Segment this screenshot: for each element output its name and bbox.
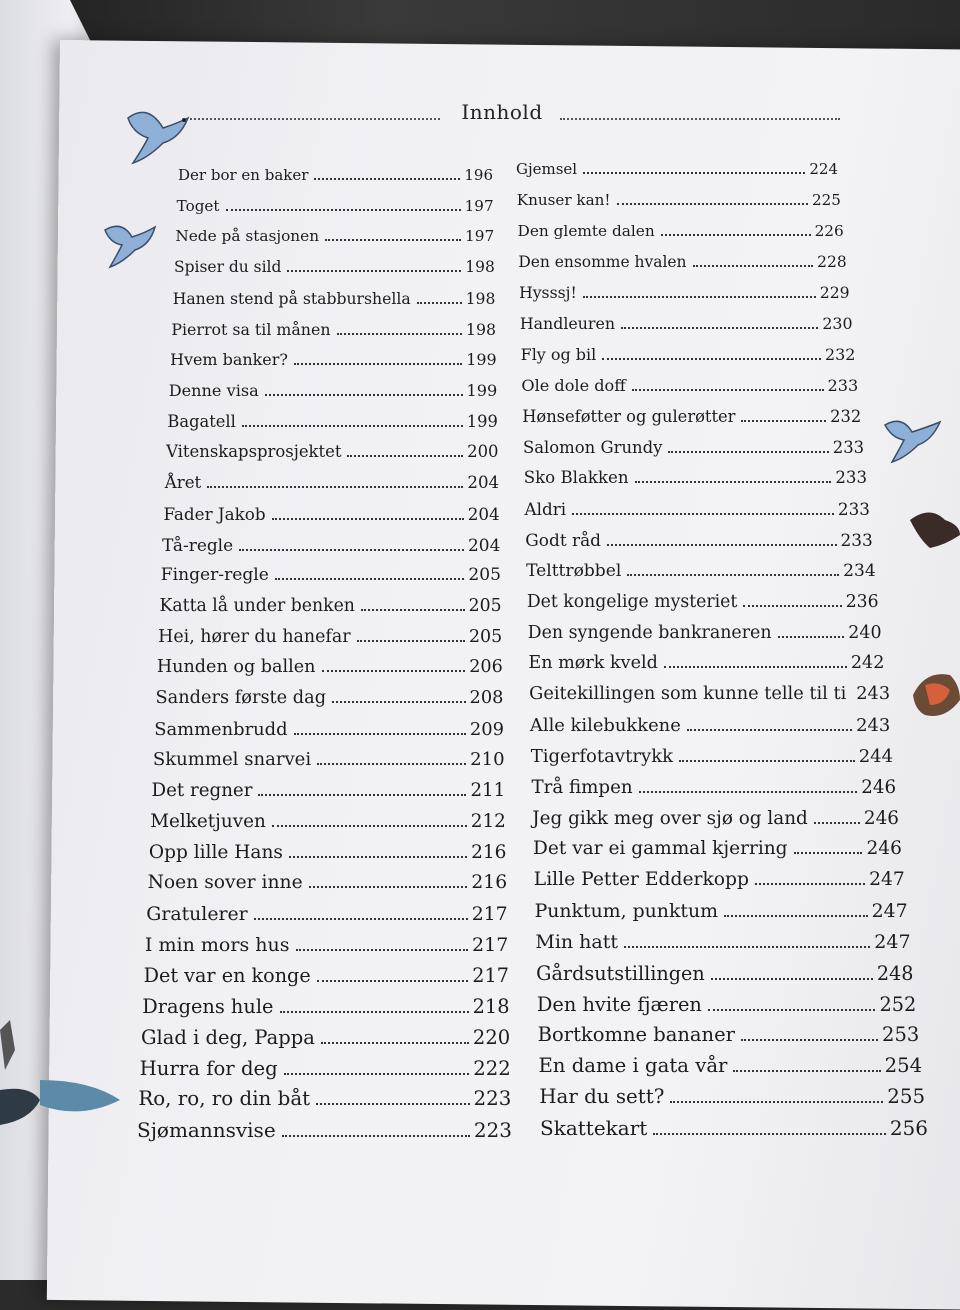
toc-dot-leader	[337, 333, 462, 335]
toc-entry-page: 228	[817, 252, 847, 271]
toc-entry	[156, 688, 504, 708]
toc-entry-page: 216	[471, 841, 507, 863]
toc-entry	[539, 1085, 925, 1108]
toc-entry-title: Det var en konge	[143, 964, 311, 988]
toc-entry-page: 217	[472, 933, 509, 956]
toc-dot-leader	[289, 856, 467, 858]
toc-entry	[170, 350, 497, 369]
toc-entry-title: Det regner	[151, 780, 253, 802]
toc-dot-leader	[239, 549, 464, 551]
toc-entry-title: Aldri	[524, 499, 567, 520]
toc-entry-title: Denne visa	[168, 380, 259, 400]
toc-entry-page: 224	[809, 160, 838, 178]
toc-entry-title: Hunden og ballen	[156, 657, 316, 678]
toc-dot-leader	[226, 209, 461, 211]
toc-entry	[173, 289, 496, 308]
toc-entry-page: 210	[470, 749, 505, 771]
toc-entry-page: 230	[822, 314, 853, 334]
blue-bird-icon-3	[880, 410, 950, 470]
toc-entry-page: 233	[827, 375, 859, 395]
toc-entry-title: Gjemsel	[516, 160, 578, 178]
toc-dot-leader	[321, 1042, 469, 1044]
toc-entry-title: Bortkomne bananer	[537, 1023, 735, 1047]
toc-entry-title: Telttrøbbel	[526, 560, 622, 581]
toc-entry	[525, 499, 870, 519]
toc-entry	[167, 412, 497, 431]
toc-entry	[169, 381, 498, 400]
toc-entry-title: Hysssj!	[519, 283, 577, 303]
toc-entry	[178, 166, 493, 184]
toc-entry-title: Bagatell	[167, 411, 236, 431]
toc-dot-leader	[287, 270, 461, 272]
toc-dot-leader	[280, 1011, 469, 1013]
toc-entry-page: 229	[819, 283, 850, 303]
toc-entry	[533, 838, 902, 859]
toc-dot-leader	[314, 178, 460, 180]
dark-bird-icon	[905, 500, 960, 560]
toc-entry-title: Opp lille Hans	[148, 841, 283, 863]
toc-entry-title: Den ensomme hvalen	[518, 252, 687, 271]
toc-dot-leader	[361, 609, 465, 611]
toc-entry-page: 252	[879, 992, 917, 1016]
toc-entry	[521, 345, 856, 364]
toc-entry-title: Hei, hører du hanefar	[158, 626, 351, 647]
toc-entry-page: 233	[840, 530, 873, 551]
toc-entry-title: Hurra for deg	[139, 1056, 278, 1080]
toc-dot-leader	[621, 327, 818, 329]
toc-entry-page: 199	[466, 380, 498, 400]
toc-entry-title: En mørk kveld	[528, 653, 658, 674]
toc-entry-page: 205	[468, 626, 503, 647]
toc-entry	[174, 258, 495, 276]
toc-entry	[529, 684, 891, 705]
toc-dot-leader	[778, 636, 845, 638]
toc-entry-page: 225	[811, 190, 841, 209]
toc-entry	[536, 962, 913, 985]
toc-dot-leader	[632, 389, 824, 391]
toc-dot-leader	[322, 670, 466, 672]
toc-entry	[161, 565, 501, 585]
toc-entry	[540, 1116, 928, 1140]
toc-entry	[177, 197, 494, 215]
toc-dot-leader	[572, 513, 834, 515]
toc-entry-page: 247	[869, 869, 905, 891]
toc-dot-leader	[755, 883, 865, 885]
toc-entry-title: Katta lå under benken	[159, 595, 355, 616]
toc-entry-page: 246	[866, 838, 902, 860]
toc-entry	[521, 376, 858, 395]
toc-entry	[516, 160, 838, 178]
toc-entry	[153, 749, 505, 770]
toc-entry-title: Knuser kan!	[516, 190, 611, 209]
toc-entry-title: Har du sett?	[539, 1085, 665, 1109]
toc-entry	[522, 407, 861, 426]
toc-entry	[138, 1087, 511, 1110]
toc-dot-leader	[207, 486, 463, 488]
toc-entry	[530, 715, 890, 736]
toc-dot-leader	[294, 363, 462, 365]
toc-entry-page: 248	[876, 961, 914, 985]
toc-entry-page: 246	[863, 807, 899, 829]
toc-dot-leader	[687, 729, 852, 731]
toc-entry-page: 244	[858, 745, 894, 767]
toc-entry-page: 198	[465, 319, 497, 339]
toc-entry	[149, 842, 507, 863]
toc-entry	[157, 657, 503, 677]
toc-entry	[524, 468, 867, 487]
toc-entry-title: Sanders første dag	[155, 688, 327, 709]
toc-entry	[518, 253, 846, 271]
toc-entry	[166, 442, 498, 461]
toc-entry-page: 220	[472, 1025, 511, 1049]
toc-entry	[525, 530, 873, 550]
toc-entry-page: 233	[832, 437, 865, 457]
toc-dot-leader	[635, 481, 832, 483]
toc-dot-leader	[670, 1101, 883, 1103]
toc-dot-leader	[265, 394, 463, 396]
toc-dot-leader	[607, 544, 837, 546]
blue-bird-icon-2	[100, 215, 170, 275]
toc-entry-page: 217	[472, 964, 509, 988]
robin-bird-icon	[905, 665, 960, 725]
toc-entry	[159, 596, 501, 616]
toc-entry-title: Det kongelige mysteriet	[526, 591, 738, 612]
page-edge-illustration	[0, 1010, 140, 1140]
toc-entry-title: Pierrot sa til månen	[171, 319, 331, 339]
toc-dot-leader	[242, 425, 463, 427]
toc-entry	[535, 900, 908, 922]
toc-entry	[520, 314, 853, 333]
toc-dot-leader	[661, 234, 811, 236]
toc-entry-title: Fly og bil	[520, 345, 597, 365]
toc-entry-title: Jeg gikk meg over sjø og land	[532, 807, 808, 829]
toc-entry	[523, 438, 864, 457]
toc-entry-title: Punktum, punktum	[534, 900, 718, 923]
toc-entry-page: 233	[837, 499, 870, 520]
toc-entry	[537, 993, 916, 1016]
toc-dot-leader	[317, 763, 466, 765]
toc-dot-leader	[347, 455, 463, 457]
toc-entry	[148, 872, 508, 893]
toc-entry	[535, 931, 910, 953]
toc-dot-leader	[794, 852, 863, 854]
toc-entry-title: Glad i deg, Pappa	[140, 1025, 315, 1049]
toc-dot-leader	[711, 978, 873, 980]
toc-entry	[528, 623, 882, 643]
toc-dot-leader	[294, 733, 466, 735]
toc-dot-leader	[639, 791, 858, 793]
toc-entry-title: Finger-regle	[160, 565, 269, 586]
toc-entry-page: 208	[469, 688, 504, 709]
toc-entry-title: Alle kilebukkene	[529, 715, 681, 737]
toc-entry	[154, 719, 504, 740]
toc-entry-title: Den glemte dalen	[517, 221, 655, 240]
toc-entry-page: 216	[471, 872, 508, 894]
toc-entry	[165, 473, 499, 492]
toc-entry-title: Sko Blakken	[523, 468, 629, 488]
toc-entry-page: 240	[848, 622, 882, 643]
toc-dot-leader	[664, 666, 847, 668]
toc-entry-title: Handleuren	[519, 314, 615, 334]
toc-entry-title: Sammenbrudd	[154, 718, 288, 740]
toc-entry-page: 204	[467, 473, 500, 493]
toc-dot-leader	[296, 949, 468, 951]
toc-entry-page: 204	[468, 534, 501, 555]
toc-entry-title: Ro, ro, ro din båt	[138, 1087, 311, 1111]
toc-entry-title: Hvem banker?	[170, 350, 288, 370]
toc-entry-page: 200	[467, 442, 499, 462]
toc-dot-leader	[417, 302, 462, 304]
toc-entry-title: Skattekart	[540, 1116, 648, 1140]
toc-entry-title: Min hatt	[535, 930, 619, 953]
toc-dot-leader	[583, 296, 816, 298]
toc-entry-title: Godt råd	[525, 530, 602, 551]
toc-dot-leader	[284, 1073, 469, 1075]
toc-entry-title: Den syngende bankraneren	[527, 622, 772, 643]
toc-entry-page: 212	[470, 810, 506, 832]
toc-entry-page: 243	[856, 684, 891, 705]
toc-dot-leader	[693, 265, 814, 267]
toc-entry-title: Hønseføtter og gulerøtter	[522, 406, 736, 426]
toc-entry	[538, 1023, 920, 1046]
toc-entry-page: 205	[468, 595, 502, 616]
toc-dot-leader	[357, 640, 465, 642]
toc-entry-page: 217	[471, 903, 508, 926]
toc-entry-page: 205	[468, 565, 501, 586]
toc-entry	[162, 535, 500, 555]
toc-entry	[152, 780, 506, 801]
toc-dot-leader	[617, 203, 808, 205]
toc-entry-title: Den hvite fjæren	[536, 992, 702, 1016]
toc-dot-leader	[814, 822, 860, 824]
toc-entry-page: 209	[469, 718, 505, 740]
toc-entry	[531, 746, 893, 767]
toc-entry-page: 254	[884, 1054, 923, 1078]
toc-entry-title: I min mors hus	[144, 933, 290, 956]
toc-entry	[532, 808, 899, 829]
toc-dot-leader	[272, 518, 464, 520]
toc-entry-page: 223	[473, 1087, 512, 1111]
toc-entry-title: Der bor en baker	[178, 166, 309, 184]
toc-dot-leader	[602, 358, 821, 360]
toc-dot-leader	[627, 574, 839, 576]
toc-dot-leader	[317, 980, 469, 982]
toc-entry-page: 233	[835, 468, 868, 488]
toc-entry-title: Trå fimpen	[531, 776, 633, 798]
toc-entry	[518, 222, 844, 240]
toc-entry-title: Hanen stend på stabburshella	[172, 288, 411, 308]
toc-entry-page: 247	[874, 930, 911, 953]
toc-entry-page: 198	[465, 258, 495, 277]
toc-dot-leader	[741, 1039, 878, 1041]
toc-entry-page: 226	[814, 221, 844, 240]
toc-entry	[171, 320, 496, 339]
toc-entry	[538, 1054, 922, 1077]
toc-entry-title: Nede på stasjonen	[175, 227, 320, 246]
toc-entry-page: 243	[856, 715, 891, 737]
toc-entry	[175, 227, 494, 245]
toc-dot-leader	[724, 915, 868, 917]
toc-entry-page: 234	[843, 560, 876, 581]
toc-entry	[534, 869, 905, 890]
toc-entry-page: 196	[464, 166, 493, 184]
toc-entry-title: Dragens hule	[142, 995, 274, 1019]
toc-entry	[517, 191, 841, 209]
toc-dot-leader	[254, 918, 468, 920]
toc-entry-title: Noen sover inne	[147, 872, 303, 894]
toc-entry-page: 223	[473, 1118, 512, 1142]
toc-entry	[141, 1026, 510, 1049]
toc-entry	[163, 504, 499, 524]
toc-entry-title: Tigerfotavtrykk	[530, 745, 674, 767]
toc-entry-title: Toget	[176, 196, 220, 215]
toc-entry	[144, 964, 509, 987]
toc-entry	[526, 561, 876, 581]
toc-entry-page: 246	[861, 776, 897, 798]
toc-entry-title: Sjømannsvise	[137, 1118, 276, 1142]
toc-entry-title: Melketjuven	[150, 810, 266, 832]
toc-entry-page: 206	[469, 657, 503, 678]
toc-entry-page: 197	[464, 196, 494, 215]
toc-dot-leader	[653, 1133, 886, 1135]
toc-dot-leader	[275, 578, 464, 580]
toc-entry-title: En dame i gata vår	[538, 1054, 728, 1078]
toc-entry-title: Gratulerer	[146, 903, 248, 926]
toc-dot-leader	[282, 1135, 470, 1137]
toc-entry-page: 256	[889, 1116, 928, 1140]
toc-entry-page: 199	[466, 350, 497, 370]
toc-entry-page: 247	[871, 900, 908, 923]
toc-entry-page: 218	[472, 995, 510, 1019]
toc-entry-title: Det var ei gammal kjerring	[533, 838, 788, 860]
toc-entry-page: 222	[473, 1056, 511, 1080]
toc-dot-leader	[258, 794, 466, 796]
toc-dot-leader	[309, 886, 468, 888]
toc-entry	[142, 995, 509, 1018]
toc-entry	[158, 627, 502, 647]
toc-entry-title: Gårdsutstillingen	[536, 961, 705, 985]
toc-entry	[527, 592, 879, 612]
toc-entry-page: 232	[830, 406, 862, 426]
header-leader-right	[560, 118, 840, 120]
toc-entry-title: Skummel snarvei	[152, 749, 312, 771]
toc-entry-title: Salomon Grundy	[522, 437, 663, 457]
toc-dot-leader	[624, 946, 870, 948]
header-leader-left	[190, 118, 440, 120]
toc-dot-leader	[583, 172, 805, 174]
toc-entry	[145, 934, 508, 956]
toc-entry-page: 204	[467, 503, 500, 524]
toc-entry-page: 197	[464, 227, 495, 246]
toc-entry-title: Vitenskapsprosjektet	[166, 442, 342, 462]
toc-entry	[146, 903, 507, 925]
toc-dot-leader	[743, 605, 841, 607]
toc-dot-leader	[708, 1009, 876, 1011]
toc-entry-title: Ole dole doff	[521, 375, 626, 395]
toc-entry-page: 236	[845, 591, 879, 612]
toc-entry-page: 242	[850, 653, 885, 674]
toc-dot-leader	[316, 1103, 469, 1105]
toc-entry-title: Året	[164, 473, 202, 493]
toc-entry	[150, 811, 506, 832]
toc-dot-leader	[733, 1070, 880, 1072]
toc-entry-page: 255	[887, 1085, 926, 1109]
toc-dot-leader	[325, 239, 461, 241]
toc-dot-leader	[679, 760, 855, 762]
toc-entry-title: Geitekillingen som kunne telle til ti	[529, 684, 847, 705]
toc-entry-title: Lille Petter Edderkopp	[533, 869, 749, 891]
toc-entry-page: 199	[466, 411, 498, 431]
page-title: Innhold	[461, 100, 543, 124]
toc-dot-leader	[668, 451, 828, 453]
toc-dot-leader	[332, 701, 465, 703]
toc-entry	[140, 1057, 511, 1080]
toc-entry-title: Spiser du sild	[174, 258, 282, 277]
toc-entry	[528, 653, 884, 673]
toc-entry	[531, 777, 896, 798]
toc-entry-page: 253	[882, 1023, 920, 1047]
toc-entry-page: 198	[465, 288, 496, 308]
toc-entry-title: Tå-regle	[162, 534, 234, 555]
toc-entry	[137, 1118, 512, 1142]
toc-dot-leader	[741, 420, 826, 422]
toc-entry-page: 211	[470, 780, 506, 802]
toc-dot-leader	[272, 825, 467, 827]
toc-entry-title: Fader Jakob	[163, 503, 266, 524]
toc-entry	[519, 283, 850, 302]
header-row	[190, 100, 840, 130]
toc-entry-page: 232	[824, 345, 856, 365]
